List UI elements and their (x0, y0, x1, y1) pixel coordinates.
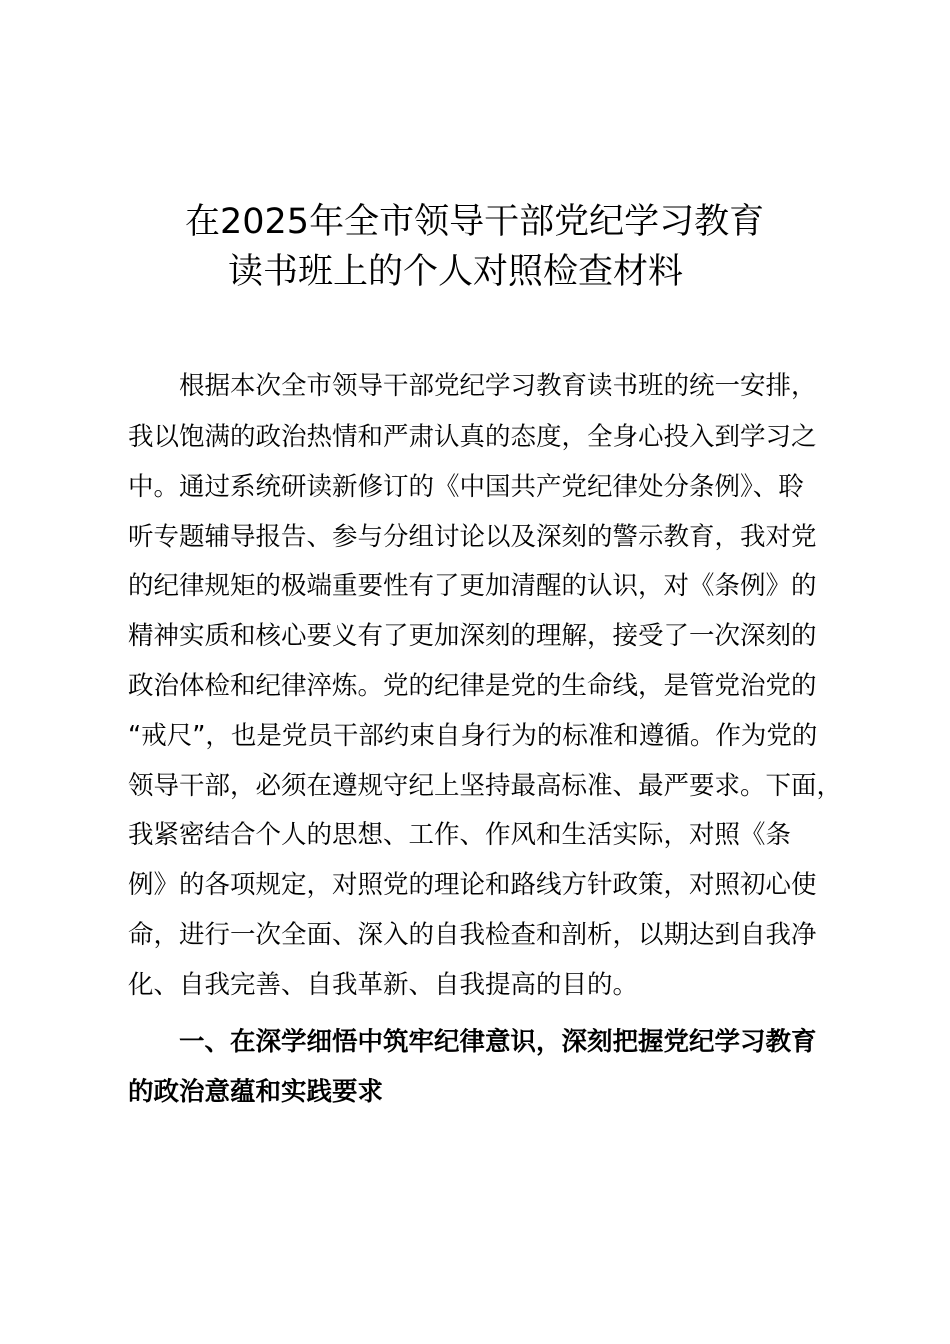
paragraph-line: 我以饱满的政治热情和严肃认真的态度，全身心投入到学习之 (128, 422, 817, 452)
title-line-2: 读书班上的个人对照检查材料 (228, 252, 684, 292)
paragraph-line: 领导干部，必须在遵规守纪上坚持最高标准、最严要求。下面， (128, 771, 843, 801)
heading-line: 的政治意蕴和实践要求 (128, 1077, 384, 1107)
paragraph-line: 的纪律规矩的极端重要性有了更加清醒的认识，对《条例》的 (128, 571, 817, 601)
paragraph-line: 听专题辅导报告、参与分组讨论以及深刻的警示教育，我对党 (128, 522, 817, 552)
paragraph-line: “戒尺”，也是党员干部约束自身行为的标准和遵循。作为党的 (128, 721, 818, 751)
paragraph-line: 政治体检和纪律淬炼。党的纪律是党的生命线，是管党治党的 (128, 671, 817, 701)
paragraph-line: 精神实质和核心要义有了更加深刻的理解，接受了一次深刻的 (128, 621, 817, 651)
paragraph-line: 命，进行一次全面、深入的自我检查和剖析，以期达到自我净 (128, 920, 817, 950)
paragraph-line: 例》的各项规定，对照党的理论和路线方针政策，对照初心使 (128, 870, 817, 900)
heading-line: 一、在深学细悟中筑牢纪律意识，深刻把握党纪学习教育 (128, 1027, 817, 1057)
paragraph-line: 我紧密结合个人的思想、工作、作风和生活实际，对照《条 (128, 820, 792, 850)
paragraph-line: 化、自我完善、自我革新、自我提高的目的。 (128, 970, 639, 1000)
paragraph-line: 中。通过系统研读新修订的《中国共产党纪律处分条例》、聆 (128, 472, 804, 502)
title-line-1: 在2025年全市领导干部党纪学习教育 (185, 202, 765, 242)
paragraph-line: 根据本次全市领导干部党纪学习教育读书班的统一安排， (128, 371, 817, 401)
